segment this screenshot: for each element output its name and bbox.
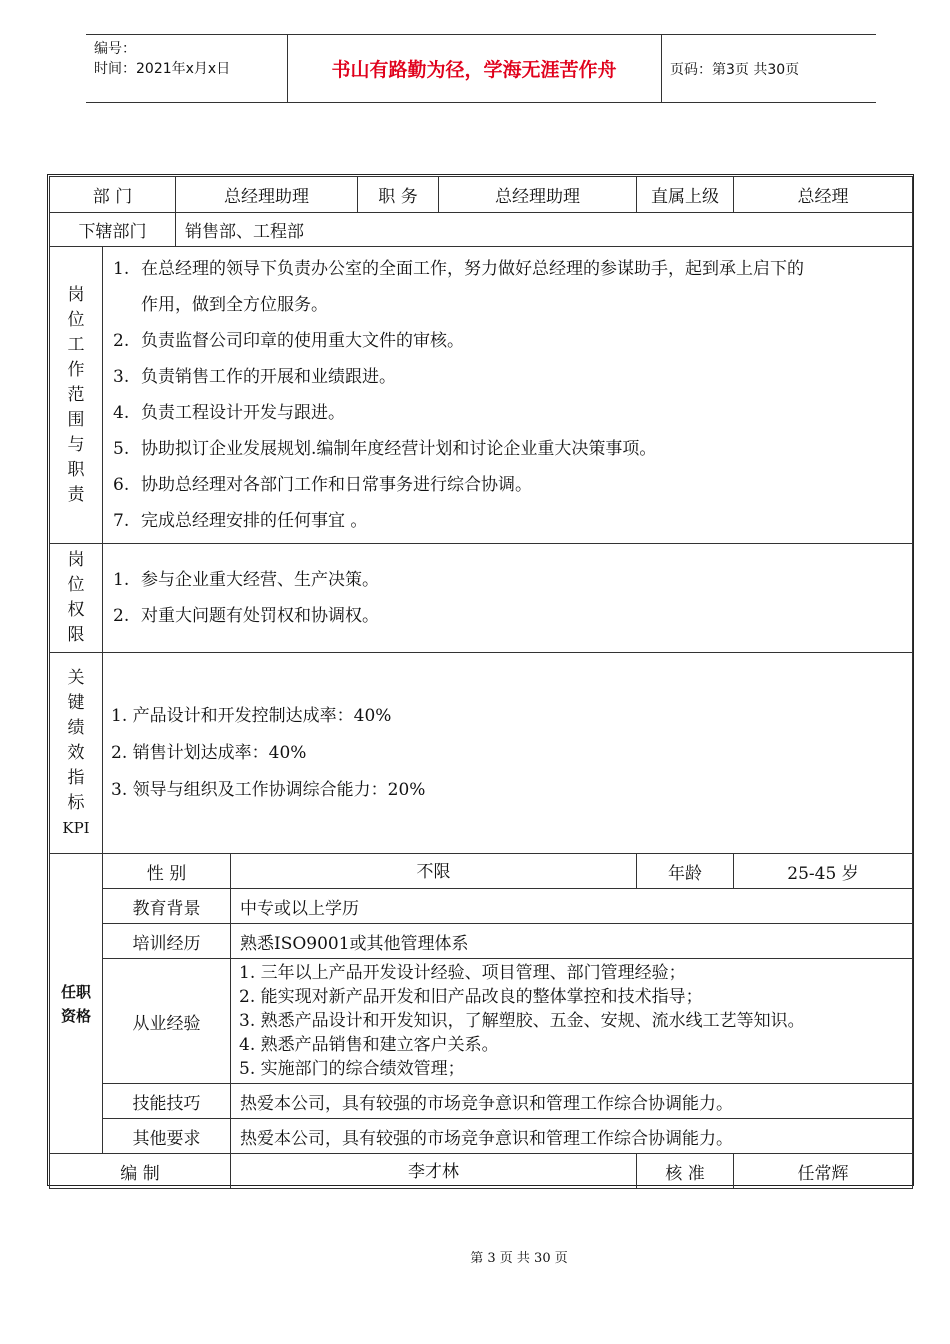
other-value: 热爱本公司，具有较强的市场竞争意识和管理工作综合协调能力。 [231, 1119, 913, 1154]
header-meta [94, 39, 230, 79]
table-row [50, 177, 913, 213]
list-item: 4. 熟悉产品销售和建立客户关系。 [239, 1035, 499, 1055]
table-row [50, 213, 913, 247]
header-divider [661, 35, 662, 102]
duties-content [103, 247, 913, 544]
page-footer: 第 3 页 共 30 页 [470, 1251, 568, 1266]
page-header [86, 34, 876, 103]
list-item: 6. 协助总经理对各部门工作和日常事务进行综合协调。 [113, 475, 532, 495]
education-label: 教育背景 [103, 889, 231, 924]
table-row [50, 924, 913, 959]
list-item-continuation: 作用，做到全方位服务。 [141, 295, 328, 315]
table-row [50, 959, 913, 1084]
age-label: 年龄 [637, 854, 734, 889]
age-value: 25-45 岁 [734, 854, 913, 889]
time-label: 时间：2021年x月x日 [94, 61, 231, 77]
list-item: 1. 三年以上产品开发设计经验、项目管理、部门管理经验； [239, 963, 686, 983]
author-label: 编 制 [50, 1154, 231, 1189]
training-label: 培训经历 [103, 924, 231, 959]
approve-label: 核 准 [637, 1154, 734, 1189]
table-row [50, 653, 913, 854]
author-value: 李才林 [231, 1154, 637, 1189]
authority-label: 岗 位 权 限 [50, 544, 103, 653]
list-item: 1. 在总经理的领导下负责办公室的全面工作，努力做好总经理的参谋助手，起到承上启下的 [113, 259, 804, 279]
sub-dept-label: 下辖部门 [50, 213, 176, 247]
list-item: 2. 对重大问题有处罚权和协调权。 [113, 606, 379, 626]
list-item: 1. 参与企业重大经营、生产决策。 [113, 570, 379, 590]
education-value: 中专或以上学历 [231, 889, 913, 924]
superior-value: 总经理 [734, 177, 913, 213]
table-row [50, 889, 913, 924]
table-row [50, 247, 913, 544]
list-item: 1. 产品设计和开发控制达成率：40% [111, 705, 392, 726]
position-label: 职 务 [358, 177, 439, 213]
training-value: 熟悉ISO9001或其他管理体系 [231, 924, 913, 959]
position-value: 总经理助理 [439, 177, 637, 213]
table-row [50, 1154, 913, 1189]
table-row [50, 1119, 913, 1154]
gender-value: 不限 [231, 854, 637, 889]
list-item: 3. 熟悉产品设计和开发知识，了解塑胶、五金、安规、流水线工艺等知识。 [239, 1011, 805, 1031]
kpi-label: 关 键 绩 效 指 标 KPI [50, 653, 103, 854]
kpi-content [103, 653, 913, 854]
dept-label: 部 门 [50, 177, 176, 213]
list-item: 4. 负责工程设计开发与跟进。 [113, 403, 345, 423]
approve-value: 任常辉 [734, 1154, 913, 1189]
header-page-number: 页码：第3页 共30页 [670, 61, 800, 78]
superior-label: 直属上级 [637, 177, 734, 213]
experience-label: 从业经验 [103, 959, 231, 1084]
experience-content [231, 959, 913, 1084]
list-item: 2. 能实现对新产品开发和旧产品改良的整体掌控和技术指导； [239, 987, 703, 1007]
dept-value: 总经理助理 [176, 177, 358, 213]
list-item: 7. 完成总经理安排的任何事宜 。 [113, 511, 368, 531]
duties-label: 岗 位 工 作 范 围 与 职 责 [50, 247, 103, 544]
skills-label: 技能技巧 [103, 1084, 231, 1119]
table-row [50, 1084, 913, 1119]
skills-value: 热爱本公司，具有较强的市场竞争意识和管理工作综合协调能力。 [231, 1084, 913, 1119]
job-description-table [49, 176, 913, 1189]
code-label: 编号： [94, 41, 136, 57]
table-row [50, 544, 913, 653]
table-row [50, 854, 913, 889]
list-item: 3. 负责销售工作的开展和业绩跟进。 [113, 367, 396, 387]
list-item: 2. 销售计划达成率：40% [111, 742, 307, 763]
header-motto: 书山有路勤为径，学海无涯苦作舟 [331, 59, 617, 81]
gender-label: 性 别 [103, 854, 231, 889]
list-item: 5. 实施部门的综合绩效管理； [239, 1059, 465, 1079]
list-item: 5. 协助拟订企业发展规划.编制年度经营计划和讨论企业重大决策事项。 [113, 439, 657, 459]
requirements-label: 任职 资格 [50, 854, 103, 1154]
sub-dept-value: 销售部、工程部 [176, 213, 913, 247]
list-item: 2. 负责监督公司印章的使用重大文件的审核。 [113, 331, 464, 351]
list-item: 3. 领导与组织及工作协调综合能力：20% [111, 779, 426, 800]
authority-content [103, 544, 913, 653]
other-label: 其他要求 [103, 1119, 231, 1154]
